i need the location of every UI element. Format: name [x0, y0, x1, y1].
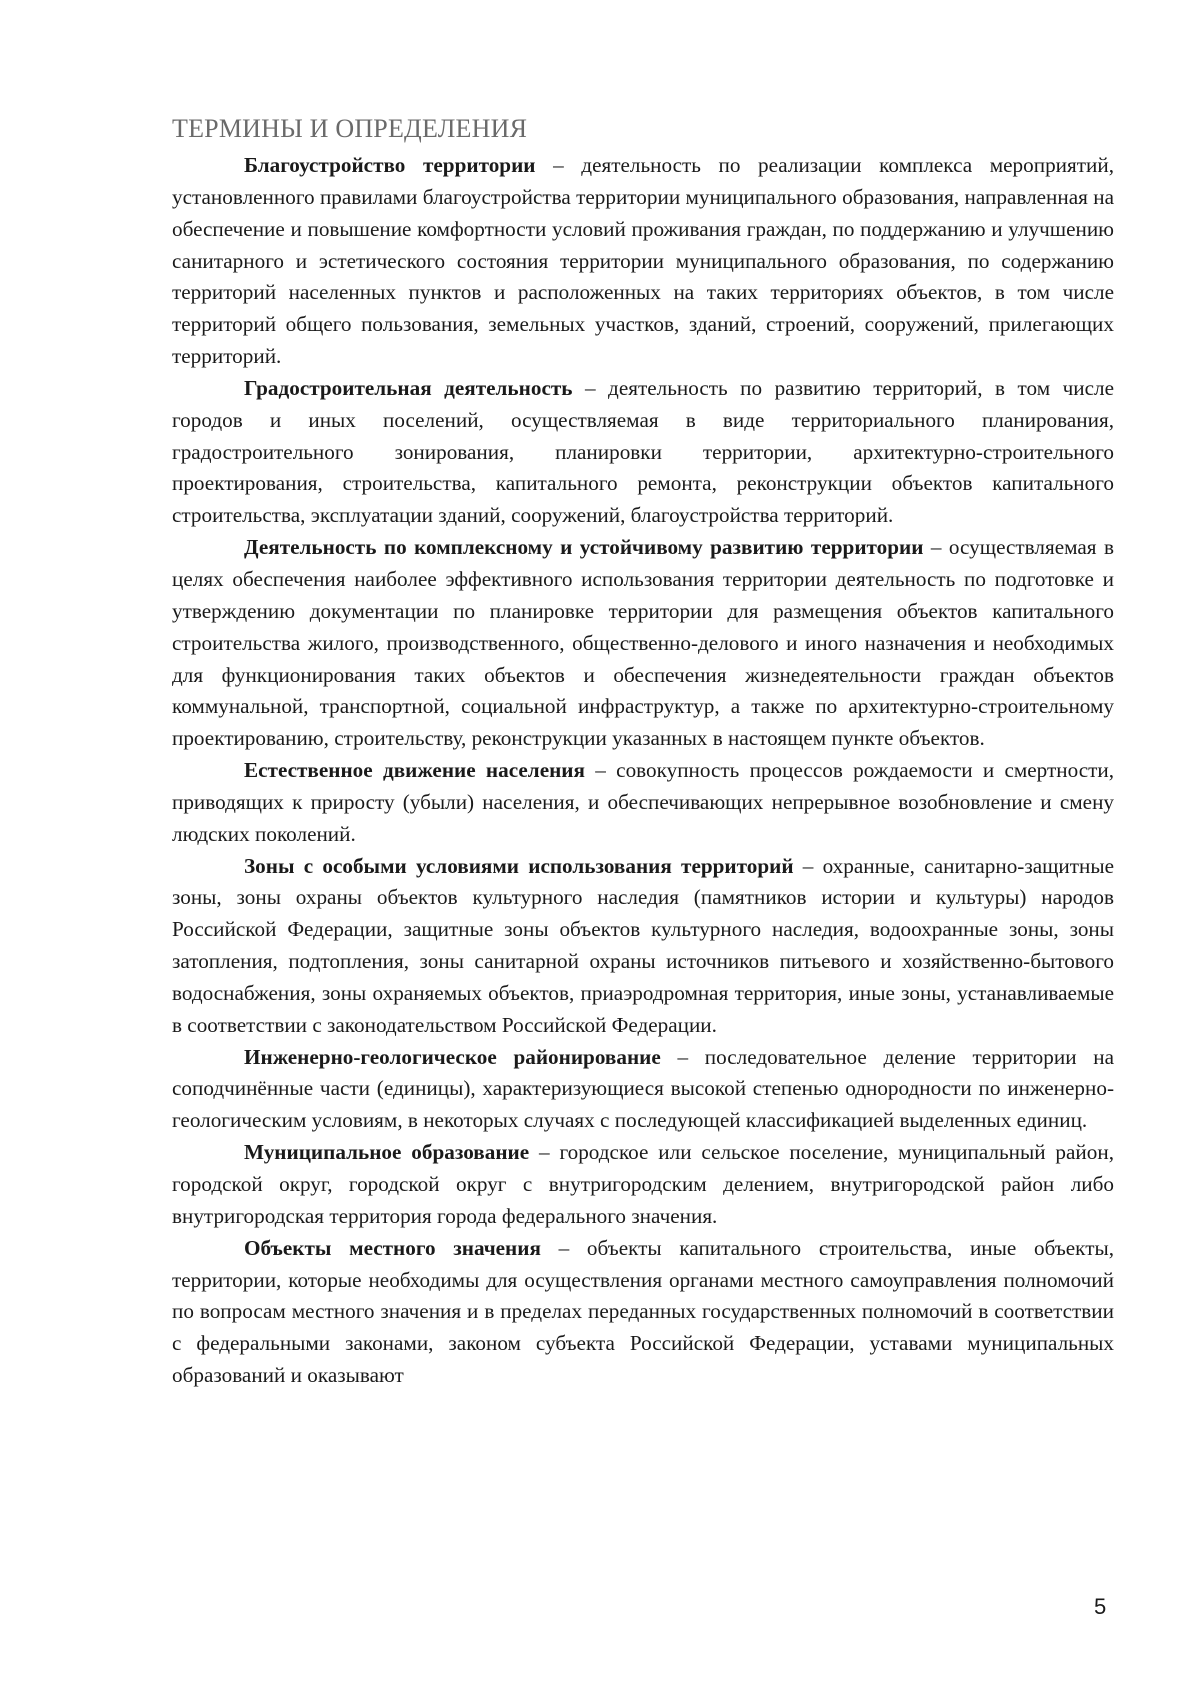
definition-paragraph [172, 851, 1114, 1042]
definition-text: – охранные, санитарно-защитные зоны, зоны охраны объектов культурного наследия (памятников истории и культуры) народов Российской Федерации, защитные зоны объектов культурного наследия, водоохранные зоны, зоны затопления, подтопления, зоны санитарной охраны источников питьевого и хозяйственно-бытового водоснабжения, зоны охраняемых объектов, приаэродромная территория, иные зоны, устанавливаемые в соответствии с законодательством Российской Федерации. [172, 853, 1115, 1037]
definition-paragraph [172, 532, 1114, 755]
definition-paragraph [172, 1233, 1114, 1392]
definition-paragraph [172, 373, 1114, 532]
definition-term: Градостроительная деятельность [244, 375, 573, 400]
definition-text: – совокупность процессов рождаемости и смертности, приводящих к приросту (убыли) населения, и обеспечивающих непрерывное возобновление и смену людских поколений. [172, 758, 1115, 846]
definition-term: Объекты местного значения [244, 1235, 541, 1260]
definition-term: Зоны с особыми условиями использования территорий [244, 853, 794, 878]
definition-term: Деятельность по комплексному и устойчивому развитию территории [244, 535, 924, 560]
definition-paragraph [172, 1042, 1114, 1138]
definition-term: Благоустройство территории [244, 153, 536, 177]
definition-term: Муниципальное образование [244, 1140, 530, 1165]
definitions-body [172, 150, 1114, 1392]
definition-paragraph [172, 1137, 1114, 1233]
definition-text: – городское или сельское поселение, муниципальный район, городской округ, городской округ с внутригородским делением, внутригородской район либо внутригородская территория города федерального значения. [172, 1140, 1114, 1228]
definition-text: – деятельность по развитию территорий, в том числе городов и иных поселений, осуществляемая в виде территориального планирования, градостроительного зонирования, планировки территории, архитектурно-строительного проектирования, строительства, капитального ремонта, реконструкции объектов капитального строительства, эксплуатации зданий, сооружений, благоустройства территорий. [172, 375, 1114, 528]
definition-paragraph [172, 150, 1114, 373]
definition-term: Инженерно-геологическое районирование [244, 1044, 661, 1069]
page-number: 5 [1094, 1594, 1107, 1619]
definition-text: – деятельность по реализации комплекса мероприятий, установленного правилами благоустройства территории муниципального образования, направленная на обеспечение и повышение комфортности условий проживания граждан, по поддержанию и улучшению санитарного и эстетического состояния территории муниципального образования, по содержанию территорий населенных пунктов и расположенных на таких территориях объектов, в том числе территорий общего пользования, земельных участков, зданий, строений, сооружений, прилегающих территорий. [172, 153, 1114, 369]
definition-term: Естественное движение населения [244, 758, 585, 783]
definition-text: – осуществляемая в целях обеспечения наиболее эффективного использования территории деятельность по подготовке и утверждению документации по планировке территории для размещения объектов капитального строительства жилого, производственного, общественно-делового и иного назначения и необходимых для функционирования таких объектов и обеспечения жизнедеятельности граждан объектов коммунальной, транспортной, социальной инфраструктур, а также по архитектурно-строительному проектированию, строительству, реконструкции указанных в настоящем пункте объектов. [172, 535, 1114, 751]
definition-text: – последовательное деление территории на соподчинённые части (единицы), характеризующиеся высокой степенью однородности по инженерно-геологическим условиям, в некоторых случаях с последующей классификацией выделенных единиц. [172, 1044, 1114, 1133]
definition-text: – объекты капитального строительства, иные объекты, территории, которые необходимы для осуществления органами местного самоуправления полномочий по вопросам местного значения и в пределах переданных государственных полномочий в соответствии с федеральными законами, законом субъекта Российской Федерации, уставами муниципальных образований и оказывают [172, 1235, 1114, 1388]
definition-paragraph [172, 755, 1114, 851]
section-title: ТЕРМИНЫ И ОПРЕДЕЛЕНИЯ [172, 114, 528, 143]
